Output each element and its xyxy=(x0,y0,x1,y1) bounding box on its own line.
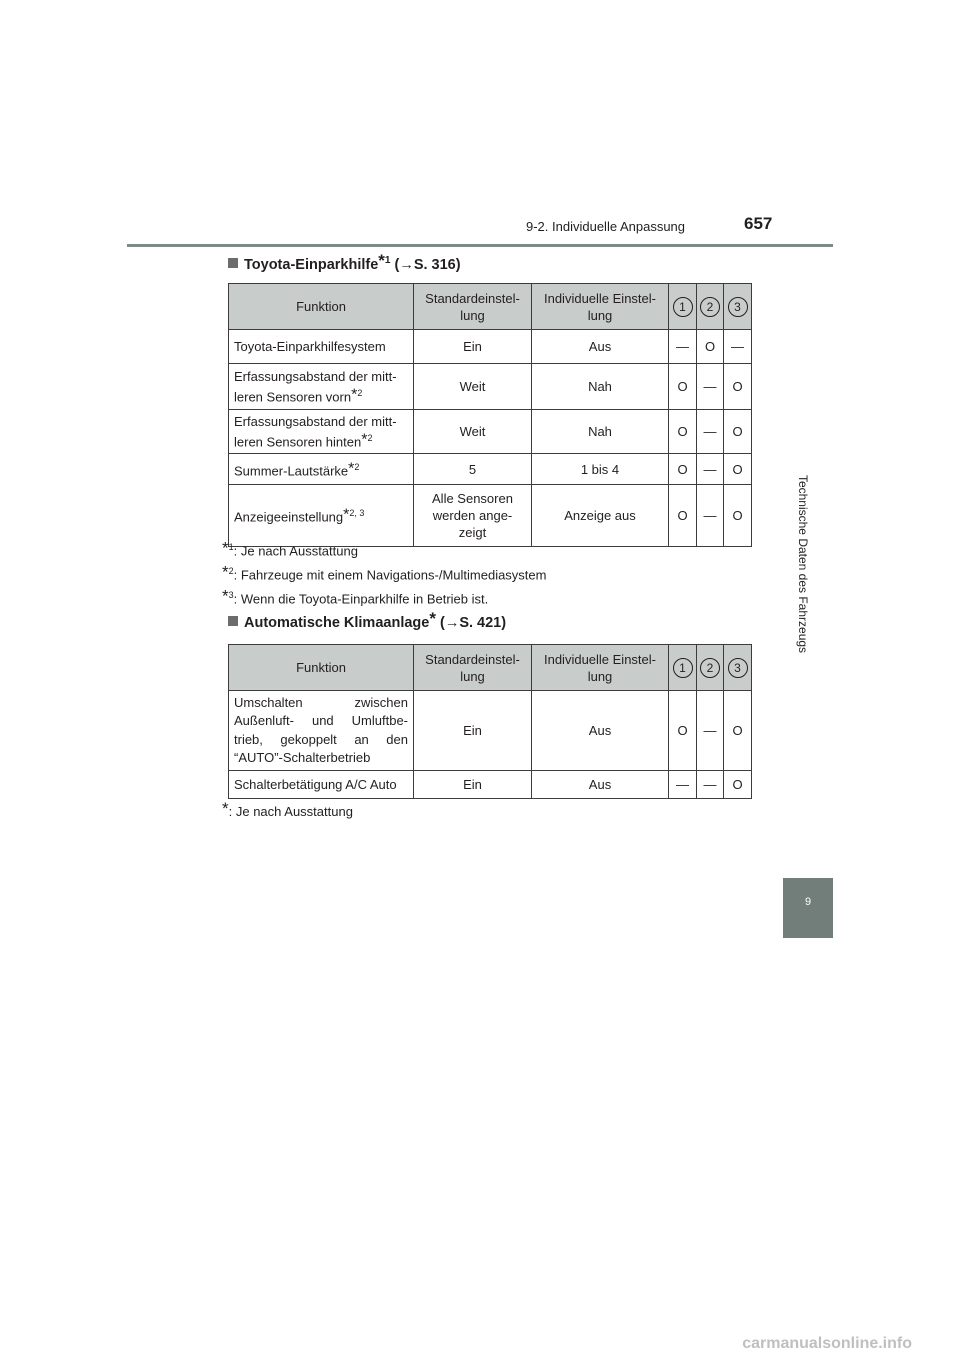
page-reference: (→S. 421) xyxy=(439,615,507,631)
circled-1-icon: 1 xyxy=(673,297,693,317)
cell-c2: — xyxy=(697,410,724,454)
cell-c2: — xyxy=(697,364,724,410)
table-row xyxy=(229,771,752,799)
cell-default: 5 xyxy=(414,454,532,485)
header-default: Standardeinstel- lung xyxy=(414,284,532,330)
section-heading-parking-aid: Toyota-Einparkhilfe*$^1$ (→S. 316) xyxy=(228,255,461,273)
cell-c2: — xyxy=(697,771,724,799)
heading-square-icon xyxy=(228,258,238,268)
circled-1-icon: 1 xyxy=(673,658,693,678)
cell-default: Ein xyxy=(414,691,532,771)
cell-c1: — xyxy=(669,330,697,364)
table-row xyxy=(229,691,752,771)
cell-custom: 1 bis 4 xyxy=(532,454,669,485)
cell-default: Alle Sensoren werden ange- zeigt xyxy=(414,485,532,547)
header-custom: Individuelle Einstel- lung xyxy=(532,645,669,691)
header-default: Standardeinstel- lung xyxy=(414,645,532,691)
table-row xyxy=(229,410,752,454)
header-col-2 xyxy=(697,645,724,691)
cell-custom: Nah xyxy=(532,410,669,454)
cell-default: Weit xyxy=(414,410,532,454)
cell-c3: — xyxy=(724,330,752,364)
header-function: Funktion xyxy=(229,284,414,330)
cell-function: Anzeigeeinstellung*$^{2, 3}$ xyxy=(229,485,414,547)
circled-2-icon: 2 xyxy=(700,297,720,317)
table-row xyxy=(229,454,752,485)
chapter-number: 9 xyxy=(804,896,812,908)
chapter-side-label: Technische Daten des Fahrzeugs xyxy=(796,474,810,654)
page-number: 657 xyxy=(744,214,773,233)
cell-c3: O xyxy=(724,485,752,547)
cell-custom: Aus xyxy=(532,330,669,364)
cell-custom: Aus xyxy=(532,691,669,771)
table-header-row xyxy=(229,645,752,691)
watermark: carmanualsonline.info xyxy=(742,1335,912,1352)
cell-function: Erfassungsabstand der mitt- leren Sensoren hinten*$^2$ xyxy=(229,410,414,454)
footnote-3: *$^3$: Wenn die Toyota-Einparkhilfe in Betrieb ist. xyxy=(222,586,489,607)
footnote-2: *$^2$: Fahrzeuge mit einem Navigations-/Multimediasystem xyxy=(222,562,547,583)
cell-c2: — xyxy=(697,485,724,547)
header-col-1 xyxy=(669,645,697,691)
cell-c3: O xyxy=(724,691,752,771)
header-rule xyxy=(127,244,833,247)
cell-custom: Anzeige aus xyxy=(532,485,669,547)
parking-aid-table xyxy=(228,283,752,547)
header-function: Funktion xyxy=(229,645,414,691)
circled-3-icon: 3 xyxy=(728,658,748,678)
footnote-1: *$^1$: Je nach Ausstattung xyxy=(222,538,358,559)
cell-custom: Nah xyxy=(532,364,669,410)
table-row xyxy=(229,485,752,547)
running-header-section: 9-2. Individuelle Anpassung xyxy=(526,219,686,234)
header-col-3 xyxy=(724,284,752,330)
cell-c1: O xyxy=(669,485,697,547)
cell-default: Ein xyxy=(414,330,532,364)
cell-function: Umschalten zwischen Außenluft- und Umluftbe-trieb, gekoppelt an den “AUTO”-Schalterbetrieb xyxy=(229,691,414,771)
circled-2-icon: 2 xyxy=(700,658,720,678)
chapter-tab xyxy=(783,878,833,938)
cell-c1: — xyxy=(669,771,697,799)
header-custom: Individuelle Einstel- lung xyxy=(532,284,669,330)
cell-function: Summer-Lautstärke*$^2$ xyxy=(229,454,414,485)
cell-function: Toyota-Einparkhilfesystem xyxy=(229,330,414,364)
footnote-climate: *: Je nach Ausstattung xyxy=(222,799,353,819)
cell-function: Erfassungsabstand der mitt- leren Sensoren vorn*$^2$ xyxy=(229,364,414,410)
page-reference: (→S. 316) xyxy=(394,256,461,273)
table-row xyxy=(229,330,752,364)
cell-c1: O xyxy=(669,364,697,410)
cell-c1: O xyxy=(669,454,697,485)
header-col-1 xyxy=(669,284,697,330)
cell-c2: — xyxy=(697,454,724,485)
cell-default: Weit xyxy=(414,364,532,410)
cell-c1: O xyxy=(669,410,697,454)
cell-c2: — xyxy=(697,691,724,771)
header-col-2 xyxy=(697,284,724,330)
cell-function: Schalterbetätigung A/C Auto xyxy=(229,771,414,799)
circled-3-icon: 3 xyxy=(728,297,748,317)
cell-c3: O xyxy=(724,454,752,485)
cell-custom: Aus xyxy=(532,771,669,799)
cell-default: Ein xyxy=(414,771,532,799)
table-row xyxy=(229,364,752,410)
header-col-3 xyxy=(724,645,752,691)
heading-square-icon xyxy=(228,616,238,626)
table-header-row xyxy=(229,284,752,330)
cell-c3: O xyxy=(724,364,752,410)
cell-c3: O xyxy=(724,771,752,799)
cell-c1: O xyxy=(669,691,697,771)
cell-c2: O xyxy=(697,330,724,364)
section-heading-climate: Automatische Klimaanlage* (→S. 421) xyxy=(228,615,506,631)
climate-table xyxy=(228,644,752,799)
cell-c3: O xyxy=(724,410,752,454)
